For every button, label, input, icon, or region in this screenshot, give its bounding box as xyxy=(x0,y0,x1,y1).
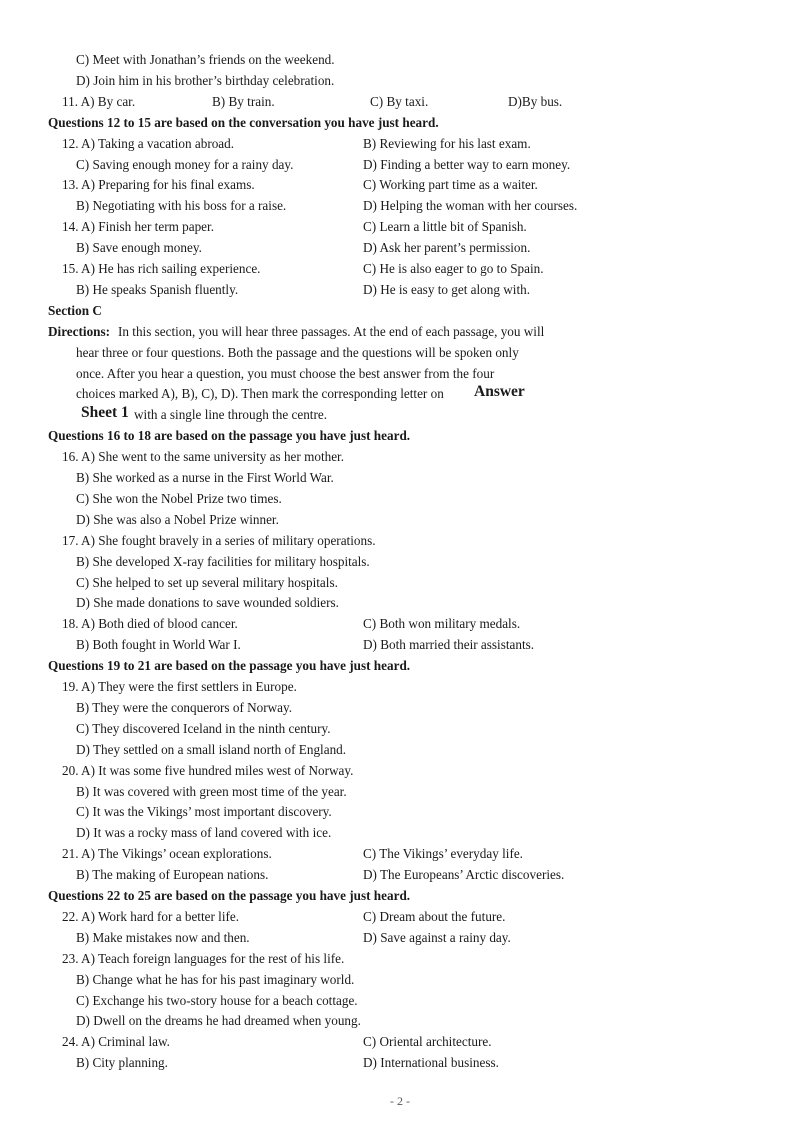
text-line xyxy=(48,321,768,342)
answer-choice: 16. A) She went to the same university as her mother. xyxy=(62,449,345,465)
section-heading xyxy=(48,655,768,676)
answer-choice: C) The Vikings’ everyday life. xyxy=(363,846,523,862)
answer-choice: B) By train. xyxy=(212,93,275,109)
answer-choice: C) Working part time as a waiter. xyxy=(363,177,538,193)
text-line xyxy=(48,467,768,488)
heading-text: Questions 22 to 25 are based on the passage you have just heard. xyxy=(48,888,411,903)
answer-choice: B) The making of European nations. xyxy=(76,867,269,883)
heading-text: Section C xyxy=(48,302,102,318)
text-line xyxy=(48,864,768,885)
answer-choice: B) It was covered with green most time of the year. xyxy=(76,783,347,799)
answer-choice: C) She helped to set up several military hospitals. xyxy=(76,574,338,590)
answer-choice: In this section, you will hear three passages. At the end of each passage, you will xyxy=(118,323,545,339)
answer-choice: B) Save enough money. xyxy=(76,240,202,256)
answer-choice: Answer xyxy=(474,383,525,401)
text-line xyxy=(48,801,768,822)
text-line xyxy=(48,404,768,425)
text-line xyxy=(48,1052,768,1073)
answer-choice: 22. A) Work hard for a better life. xyxy=(62,908,240,924)
answer-choice: 15. A) He has rich sailing experience. xyxy=(62,261,261,276)
text-line xyxy=(48,739,768,760)
answer-choice: C) Oriental architecture. xyxy=(363,1034,492,1050)
answer-choice: C) Both won military medals. xyxy=(363,616,521,632)
text-line xyxy=(48,383,768,404)
answer-choice: D) The Europeans’ Arctic discoveries. xyxy=(363,867,565,883)
text-line xyxy=(48,927,768,948)
answer-choice: 11. A) By car. xyxy=(62,93,136,109)
heading-text: Questions 16 to 18 are based on the passage you have just heard. xyxy=(48,428,411,444)
text-line xyxy=(48,948,768,969)
answer-choice: C) Meet with Jonathan’s friends on the weekend. xyxy=(76,52,335,67)
text-line xyxy=(48,634,768,655)
answer-choice: B) Reviewing for his last exam. xyxy=(363,135,531,151)
text-line xyxy=(48,906,768,927)
answer-choice: with a single line through the centre. xyxy=(134,407,327,423)
text-line xyxy=(48,592,768,613)
text-line xyxy=(48,91,768,112)
text-line xyxy=(48,258,768,279)
answer-choice: D) Both married their assistants. xyxy=(363,637,535,653)
answer-choice: Sheet 1 xyxy=(81,404,129,422)
answer-choice: C) They discovered Iceland in the ninth century. xyxy=(76,720,331,736)
text-line xyxy=(48,488,768,509)
answer-choice: 14. A) Finish her term paper. xyxy=(62,219,214,235)
answer-choice: 24. A) Criminal law. xyxy=(62,1034,170,1050)
answer-choice: B) She developed X-ray facilities for military hospitals. xyxy=(76,553,370,569)
answer-choice: D)By bus. xyxy=(508,93,563,109)
answer-choice: C) Saving enough money for a rainy day. xyxy=(76,156,294,172)
answer-choice: D) She made donations to save wounded soldiers. xyxy=(76,595,339,611)
answer-choice: 19. A) They were the first settlers in Europe. xyxy=(62,679,297,694)
answer-choice: hear three or four questions. Both the passage and the questions will be spoken only xyxy=(76,344,519,360)
answer-choice: B) Change what he has for his past imaginary world. xyxy=(76,971,355,987)
text-line xyxy=(48,718,768,739)
answer-choice: D) Save against a rainy day. xyxy=(363,929,511,945)
text-line xyxy=(48,572,768,593)
text-line xyxy=(48,551,768,572)
text-line xyxy=(48,195,768,216)
text-line xyxy=(48,530,768,551)
text-line xyxy=(48,1010,768,1031)
answer-choice: D) Join him in his brother’s birthday celebration. xyxy=(76,72,335,88)
answer-choice: once. After you hear a question, you must choose the best answer from the four xyxy=(76,365,495,381)
text-line xyxy=(48,342,768,363)
answer-choice: C) He is also eager to go to Spain. xyxy=(363,261,544,276)
text-line xyxy=(48,133,768,154)
answer-choice: 20. A) It was some five hundred miles west of Norway. xyxy=(62,762,354,778)
section-heading xyxy=(48,112,768,133)
text-line xyxy=(48,969,768,990)
answer-choice: D) They settled on a small island north of England. xyxy=(76,741,347,757)
answer-choice: 23. A) Teach foreign languages for the rest of his life. xyxy=(62,950,345,966)
text-line xyxy=(48,49,768,70)
answer-choice: B) They were the conquerors of Norway. xyxy=(76,699,293,715)
answer-choice: C) Exchange his two-story house for a beach cottage. xyxy=(76,992,358,1008)
answer-choice: Directions: xyxy=(48,323,111,339)
answer-choice: D) International business. xyxy=(363,1055,499,1071)
text-line xyxy=(48,697,768,718)
text-line xyxy=(48,843,768,864)
answer-choice: 18. A) Both died of blood cancer. xyxy=(62,616,238,632)
answer-choice: B) He speaks Spanish fluently. xyxy=(76,281,239,297)
answer-choice: D) Finding a better way to earn money. xyxy=(363,156,571,172)
answer-choice: D) Dwell on the dreams he had dreamed when young. xyxy=(76,1013,361,1029)
answer-choice: C) She won the Nobel Prize two times. xyxy=(76,490,282,506)
text-line xyxy=(48,279,768,300)
text-line xyxy=(48,760,768,781)
answer-choice: D) He is easy to get along with. xyxy=(363,281,531,297)
answer-choice: B) Both fought in World War I. xyxy=(76,637,241,653)
answer-choice: 13. A) Preparing for his final exams. xyxy=(62,177,255,193)
answer-choice: C) Learn a little bit of Spanish. xyxy=(363,219,527,235)
heading-text: Questions 19 to 21 are based on the passage you have just heard. xyxy=(48,658,411,674)
section-heading xyxy=(48,885,768,906)
text-line xyxy=(48,154,768,175)
text-line xyxy=(48,1031,768,1052)
answer-choice: C) Dream about the future. xyxy=(363,908,506,924)
answer-choice: D) Helping the woman with her courses. xyxy=(363,198,578,214)
answer-choice: D) Ask her parent’s permission. xyxy=(363,240,531,256)
answer-choice: C) By taxi. xyxy=(370,93,429,109)
text-line xyxy=(48,237,768,258)
answer-choice: 12. A) Taking a vacation abroad. xyxy=(62,135,235,151)
answer-choice: choices marked A), B), C), D). Then mark the corresponding letter on xyxy=(76,386,444,402)
section-heading xyxy=(48,300,768,321)
answer-choice: 17. A) She fought bravely in a series of military operations. xyxy=(62,532,376,548)
text-line xyxy=(48,363,768,384)
section-heading xyxy=(48,425,768,446)
heading-text: Questions 12 to 15 are based on the conversation you have just heard. xyxy=(48,114,439,130)
text-line xyxy=(48,676,768,697)
text-line xyxy=(48,822,768,843)
answer-choice: 21. A) The Vikings’ ocean explorations. xyxy=(62,846,272,862)
answer-choice: D) She was also a Nobel Prize winner. xyxy=(76,511,279,527)
answer-choice: B) Make mistakes now and then. xyxy=(76,929,250,945)
text-line xyxy=(48,446,768,467)
answer-choice: C) It was the Vikings’ most important discovery. xyxy=(76,804,332,820)
text-line xyxy=(48,70,768,91)
answer-choice: B) City planning. xyxy=(76,1055,168,1071)
answer-choice: D) It was a rocky mass of land covered with ice. xyxy=(76,825,332,841)
text-line xyxy=(48,781,768,802)
page-number: - 2 - xyxy=(390,1094,410,1108)
text-line xyxy=(48,613,768,634)
answer-choice: B) Negotiating with his boss for a raise. xyxy=(76,198,287,214)
text-line xyxy=(48,990,768,1011)
text-line xyxy=(48,174,768,195)
text-line xyxy=(48,509,768,530)
text-line xyxy=(48,216,768,237)
answer-choice: B) She worked as a nurse in the First World War. xyxy=(76,470,334,485)
